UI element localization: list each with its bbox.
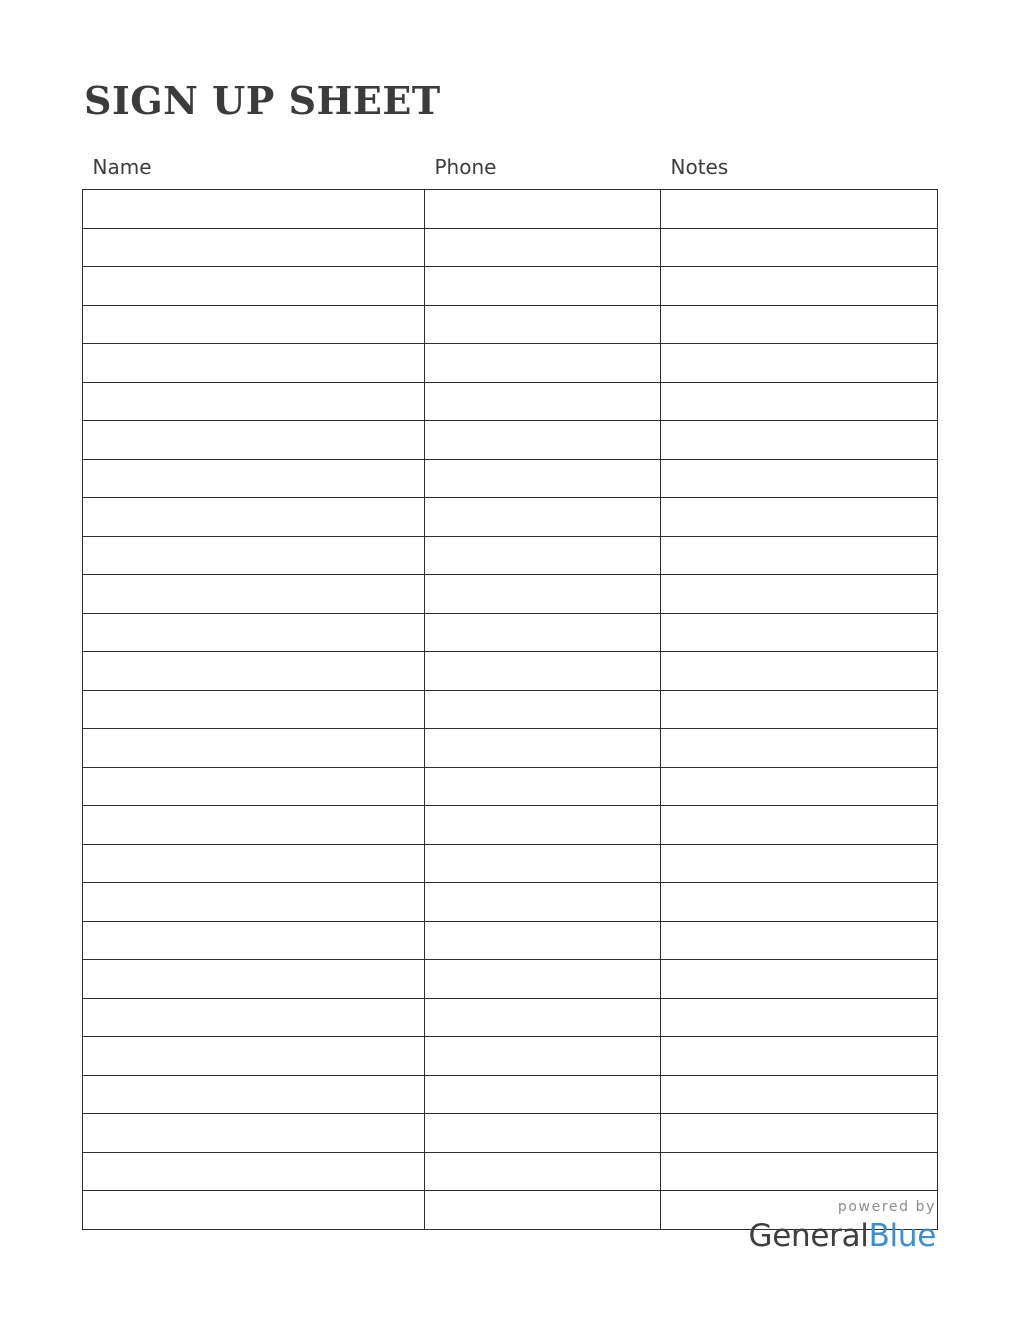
table-row [83,844,938,883]
table-header-row [83,155,938,190]
cell-notes[interactable] [661,1075,938,1114]
logo-text-blue: Blue [868,1218,936,1254]
table-row [83,228,938,267]
cell-phone[interactable] [425,1152,661,1191]
cell-name[interactable] [83,382,425,421]
table-row [83,344,938,383]
table-row [83,921,938,960]
cell-notes[interactable] [661,382,938,421]
cell-phone[interactable] [425,729,661,768]
table-row [83,1114,938,1153]
cell-phone[interactable] [425,267,661,306]
table-row [83,536,938,575]
cell-notes[interactable] [661,729,938,768]
table-row [83,729,938,768]
cell-notes[interactable] [661,459,938,498]
cell-phone[interactable] [425,190,661,229]
cell-name[interactable] [83,1114,425,1153]
cell-phone[interactable] [425,1191,661,1230]
cell-name[interactable] [83,767,425,806]
cell-notes[interactable] [661,575,938,614]
column-header-name: Name [92,155,152,179]
cell-phone[interactable] [425,806,661,845]
table-row [83,1037,938,1076]
sign-up-table [82,155,938,1230]
table-row [83,806,938,845]
table-row [83,613,938,652]
cell-phone[interactable] [425,767,661,806]
cell-notes[interactable] [661,883,938,922]
cell-phone[interactable] [425,305,661,344]
cell-name[interactable] [83,960,425,999]
table-row [83,767,938,806]
cell-notes[interactable] [661,1114,938,1153]
cell-phone[interactable] [425,844,661,883]
table-row [83,690,938,729]
cell-phone[interactable] [425,536,661,575]
footer-branding [749,1200,936,1252]
cell-name[interactable] [83,344,425,383]
cell-name[interactable] [83,421,425,460]
table-row [83,305,938,344]
cell-name[interactable] [83,305,425,344]
cell-phone[interactable] [425,344,661,383]
table-row [83,382,938,421]
cell-notes[interactable] [661,421,938,460]
powered-by-label: powered by [837,1199,936,1215]
table-row [83,883,938,922]
logo-text-general: General [748,1218,869,1254]
cell-name[interactable] [83,998,425,1037]
cell-notes[interactable] [661,690,938,729]
general-blue-logo [748,1218,936,1254]
cell-phone[interactable] [425,1114,661,1153]
cell-name[interactable] [83,883,425,922]
cell-phone[interactable] [425,652,661,691]
table-row [83,459,938,498]
cell-phone[interactable] [425,228,661,267]
cell-phone[interactable] [425,613,661,652]
table-row [83,652,938,691]
table-body [83,190,938,1230]
cell-name[interactable] [83,652,425,691]
table-row [83,998,938,1037]
cell-notes[interactable] [661,536,938,575]
cell-phone[interactable] [425,998,661,1037]
cell-name[interactable] [83,844,425,883]
cell-notes[interactable] [661,498,938,537]
cell-notes[interactable] [661,1152,938,1191]
cell-notes[interactable] [661,960,938,999]
cell-name[interactable] [83,536,425,575]
cell-name[interactable] [83,1191,425,1230]
cell-notes[interactable] [661,652,938,691]
cell-phone[interactable] [425,575,661,614]
cell-phone[interactable] [425,690,661,729]
cell-name[interactable] [83,806,425,845]
cell-name[interactable] [83,190,425,229]
cell-phone[interactable] [425,921,661,960]
cell-name[interactable] [83,690,425,729]
cell-notes[interactable] [661,998,938,1037]
cell-notes[interactable] [661,190,938,229]
table-row [83,498,938,537]
cell-name[interactable] [83,1037,425,1076]
cell-notes[interactable] [661,344,938,383]
table-row [83,421,938,460]
cell-name[interactable] [83,498,425,537]
cell-notes[interactable] [661,844,938,883]
page-title: SIGN UP SHEET [84,78,441,123]
sign-up-table-container [82,155,937,1230]
cell-name[interactable] [83,1075,425,1114]
cell-phone[interactable] [425,459,661,498]
cell-name[interactable] [83,1152,425,1191]
cell-name[interactable] [83,575,425,614]
table-row [83,190,938,229]
table-row [83,1152,938,1191]
cell-notes[interactable] [661,767,938,806]
cell-notes[interactable] [661,228,938,267]
cell-phone[interactable] [425,1075,661,1114]
cell-name[interactable] [83,228,425,267]
column-header-notes: Notes [670,155,729,179]
cell-notes[interactable] [661,1037,938,1076]
cell-notes[interactable] [661,305,938,344]
table-header [83,155,938,190]
cell-phone[interactable] [425,382,661,421]
cell-phone[interactable] [425,1037,661,1076]
cell-phone[interactable] [425,421,661,460]
cell-notes[interactable] [661,921,938,960]
table-row [83,960,938,999]
cell-notes[interactable] [661,806,938,845]
cell-phone[interactable] [425,883,661,922]
cell-name[interactable] [83,729,425,768]
column-header-phone: Phone [434,155,497,179]
table-row [83,267,938,306]
cell-name[interactable] [83,267,425,306]
cell-phone[interactable] [425,498,661,537]
cell-name[interactable] [83,613,425,652]
cell-name[interactable] [83,921,425,960]
cell-notes[interactable] [661,613,938,652]
table-row [83,1075,938,1114]
cell-name[interactable] [83,459,425,498]
cell-phone[interactable] [425,960,661,999]
table-row [83,575,938,614]
cell-notes[interactable] [661,267,938,306]
